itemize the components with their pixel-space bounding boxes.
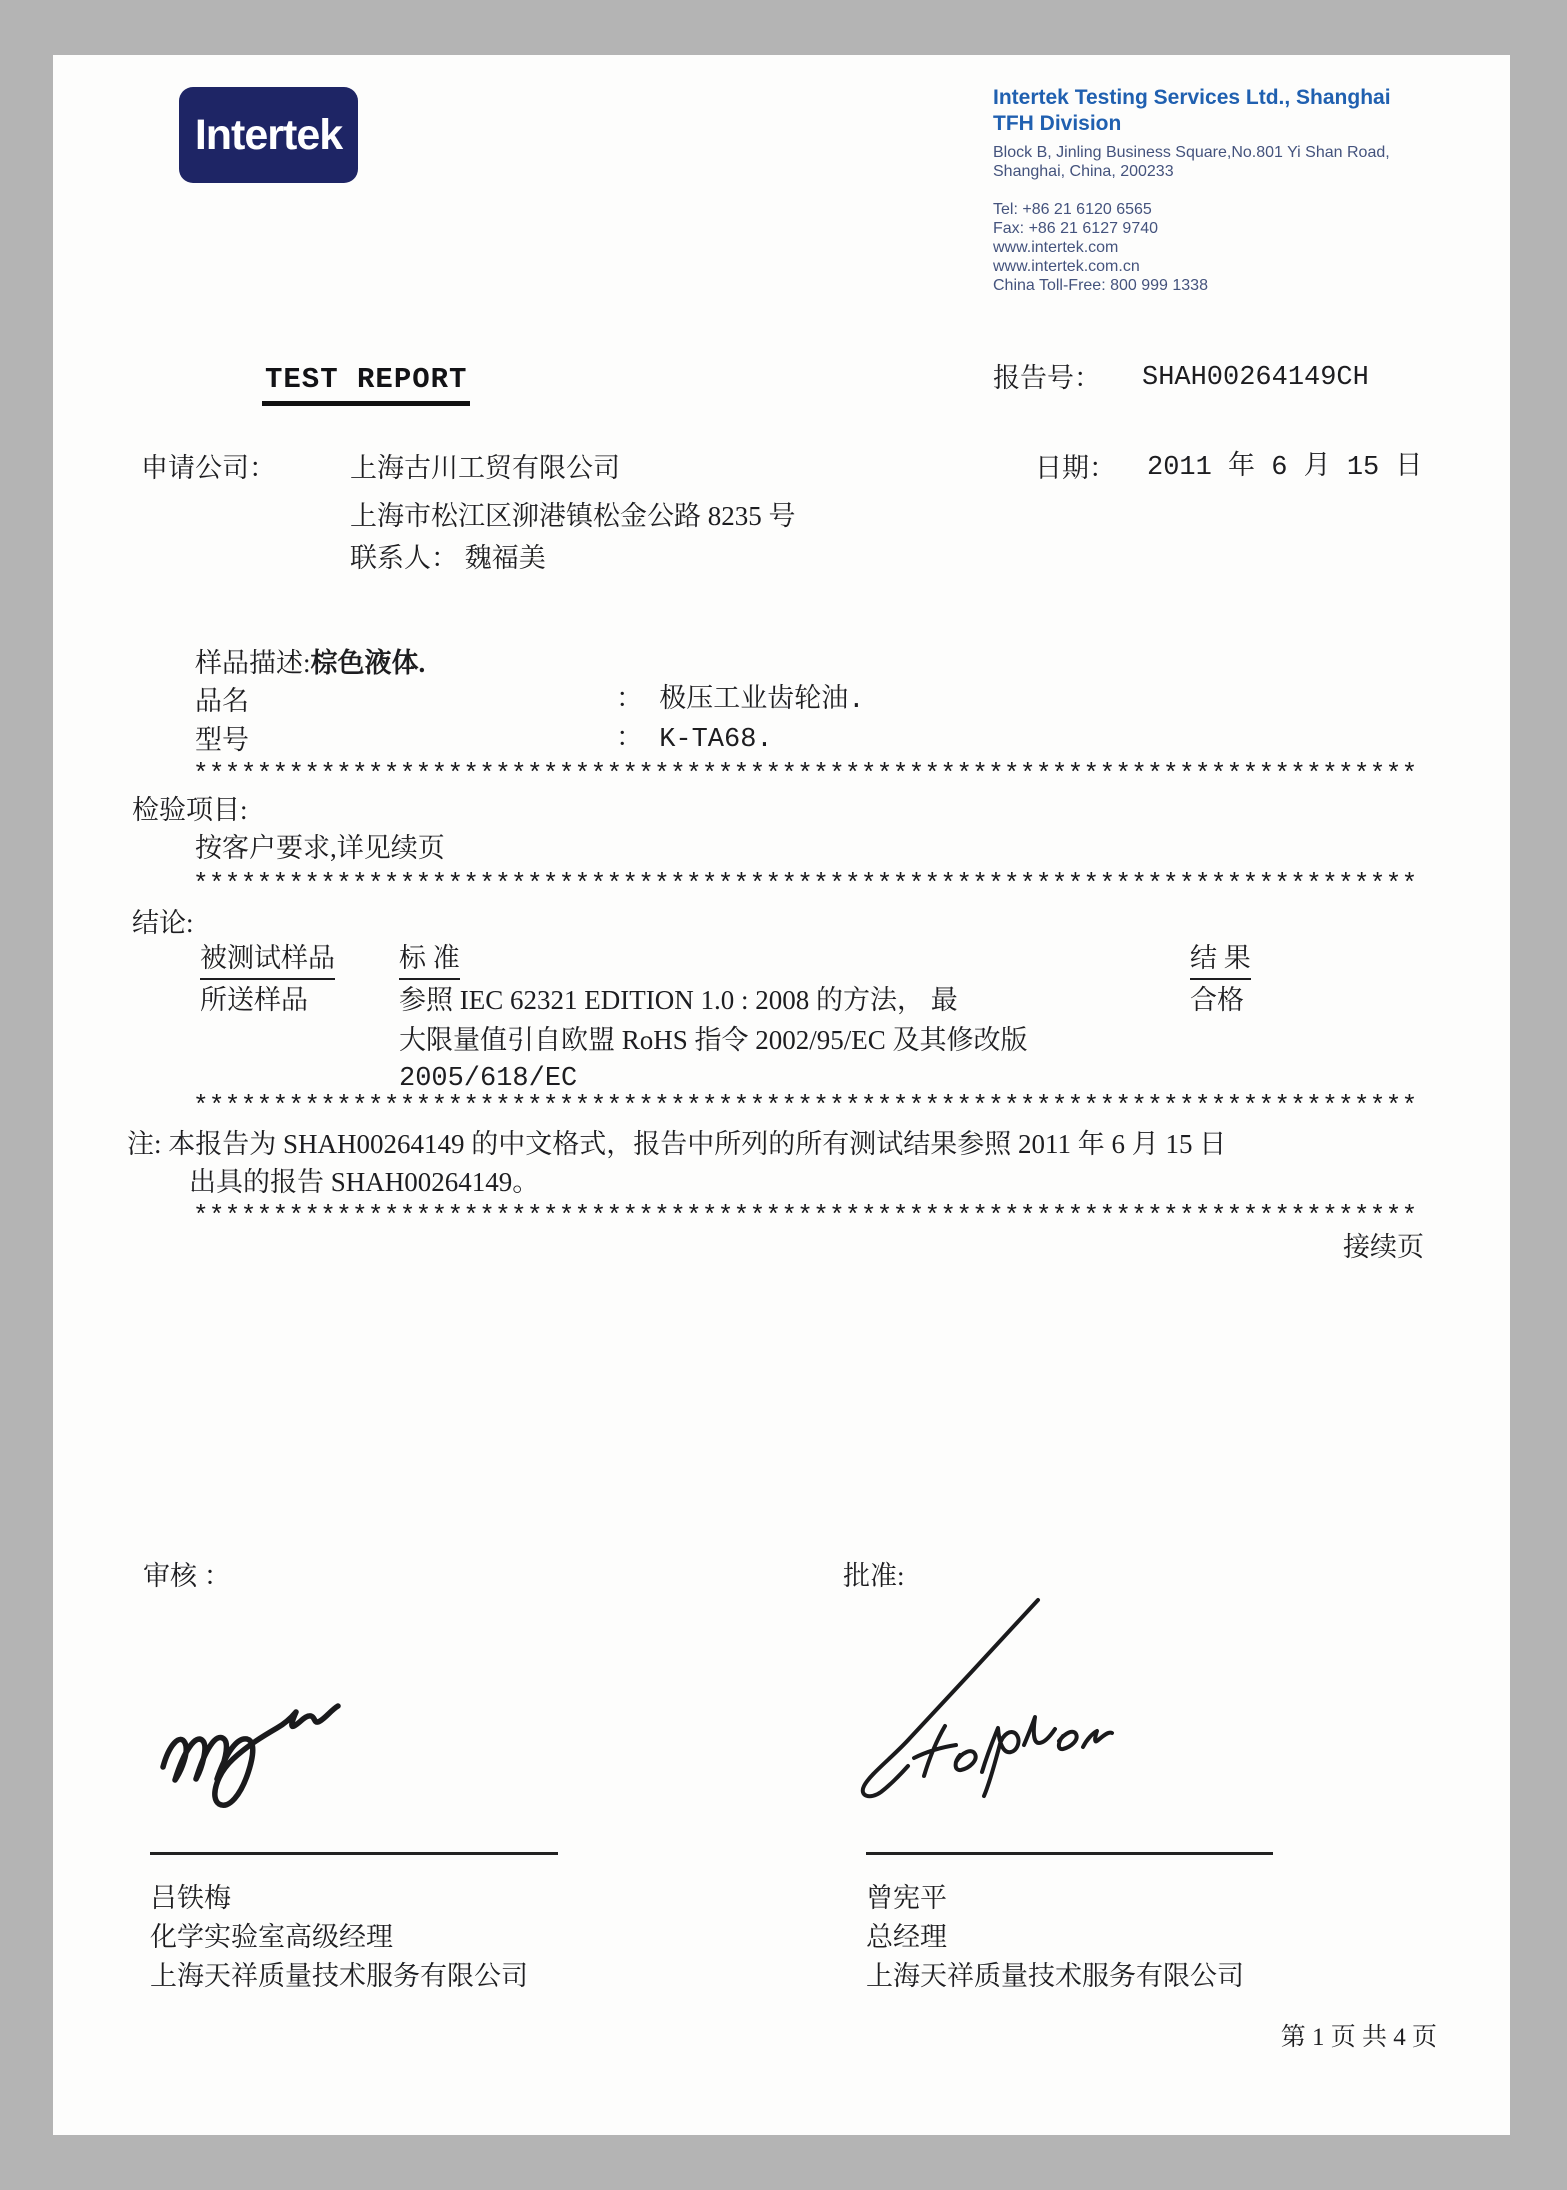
sample-desc-label: 样品描述: [195, 648, 311, 678]
approver-signature-image [848, 1590, 1118, 1830]
company-toll-free: China Toll-Free: 800 999 1338 [993, 277, 1208, 294]
page-footer: 第 1 页 共 4 页 [1280, 2024, 1437, 2051]
model-value: ： K-TA68. [616, 725, 773, 755]
date-value: 2011 年 6 月 15 日 [1147, 453, 1423, 483]
applicant-address: 上海市松江区泖港镇松金公路 8235 号 [350, 501, 796, 531]
separator-line-3: ***************************************************************************** [193, 1091, 1418, 1121]
test-items-detail: 按客户要求,详见续页 [195, 833, 445, 863]
approver-company: 上海天祥质量技术服务有限公司 [866, 1961, 1244, 1991]
reviewer-title: 化学实验室高级经理 [150, 1922, 393, 1952]
approver-block [866, 1879, 1244, 1996]
reviewer-signature-image [153, 1647, 383, 1837]
reviewer-name: 吕铁梅 [150, 1883, 231, 1913]
company-website-2: www.intertek.com.cn [993, 258, 1140, 275]
date-label: 日期： [1035, 453, 1116, 483]
separator-line-4: ***************************************************************************** [193, 1201, 1418, 1231]
company-fax: Fax: +86 21 6127 9740 [993, 220, 1159, 237]
note-line-2: 出具的报告 SHAH00264149。 [189, 1167, 540, 1197]
conclusion-standard-line2: 大限量值引自欧盟 RoHS 指令 2002/95/EC 及其修改版 [399, 1025, 1028, 1055]
conclusion-result-value: 合格 [1190, 985, 1244, 1015]
company-address-line2: Shanghai, China, 200233 [993, 163, 1174, 180]
company-website-1: www.intertek.com [993, 239, 1119, 256]
report-no-value: SHAH00264149CH [1142, 363, 1369, 393]
company-tel: Tel: +86 21 6120 6565 [993, 201, 1152, 218]
test-items-heading: 检验项目: [132, 795, 248, 825]
separator-line-2: ***************************************************************************** [193, 869, 1418, 899]
approver-name: 曾宪平 [866, 1883, 947, 1913]
conclusion-heading: 结论: [132, 908, 194, 938]
conclusion-standard-line3: 2005/618/EC [399, 1064, 578, 1094]
intertek-logo-text: Intertek [194, 110, 343, 159]
letterhead-block [993, 85, 1493, 295]
column-header-sample: 被测试样品 [200, 941, 335, 980]
model-label: 型号 [195, 725, 249, 755]
company-address-line1: Block B, Jinling Business Square,No.801 Yi Shan Road, [993, 144, 1390, 161]
company-name-line1: Intertek Testing Services Ltd., Shanghai [993, 86, 1391, 109]
note-line-1: 注: 本报告为 SHAH00264149 的中文格式，报告中所列的所有测试结果参照 2011 年 6 月 15 日 [127, 1129, 1227, 1159]
applicant-name: 上海古川工贸有限公司 [350, 453, 620, 483]
reviewer-company: 上海天祥质量技术服务有限公司 [150, 1961, 528, 1991]
separator-line-1: ***************************************************************************** [193, 759, 1418, 789]
approver-title: 总经理 [866, 1922, 947, 1952]
sample-desc-value: 棕色液体. [310, 648, 426, 678]
intertek-logo [179, 87, 358, 183]
column-header-standard: 标 准 [399, 941, 460, 980]
conclusion-row-sample: 所送样品 [200, 985, 308, 1015]
continued-page-note: 接续页 [1343, 1232, 1424, 1262]
report-no-label: 报告号： [993, 363, 1101, 393]
product-name-label: 品名 [195, 686, 249, 716]
report-title: TEST REPORT [262, 363, 470, 406]
column-header-result: 结 果 [1190, 941, 1251, 980]
applicant-label: 申请公司： [141, 453, 276, 483]
conclusion-standard-line1: 参照 IEC 62321 EDITION 1.0 : 2008 的方法， 最 [399, 985, 958, 1015]
reviewer-block [150, 1879, 528, 1996]
company-name-line2: TFH Division [993, 112, 1122, 135]
approve-label: 批准: [843, 1561, 905, 1591]
review-label: 审核 ： [143, 1561, 231, 1591]
reviewer-signature-line [150, 1852, 558, 1855]
product-name-value: ： 极压工业齿轮油. [616, 686, 865, 716]
applicant-contact: 联系人： 魏福美 [350, 543, 546, 573]
approver-signature-line [866, 1852, 1273, 1855]
report-page [53, 55, 1510, 2135]
